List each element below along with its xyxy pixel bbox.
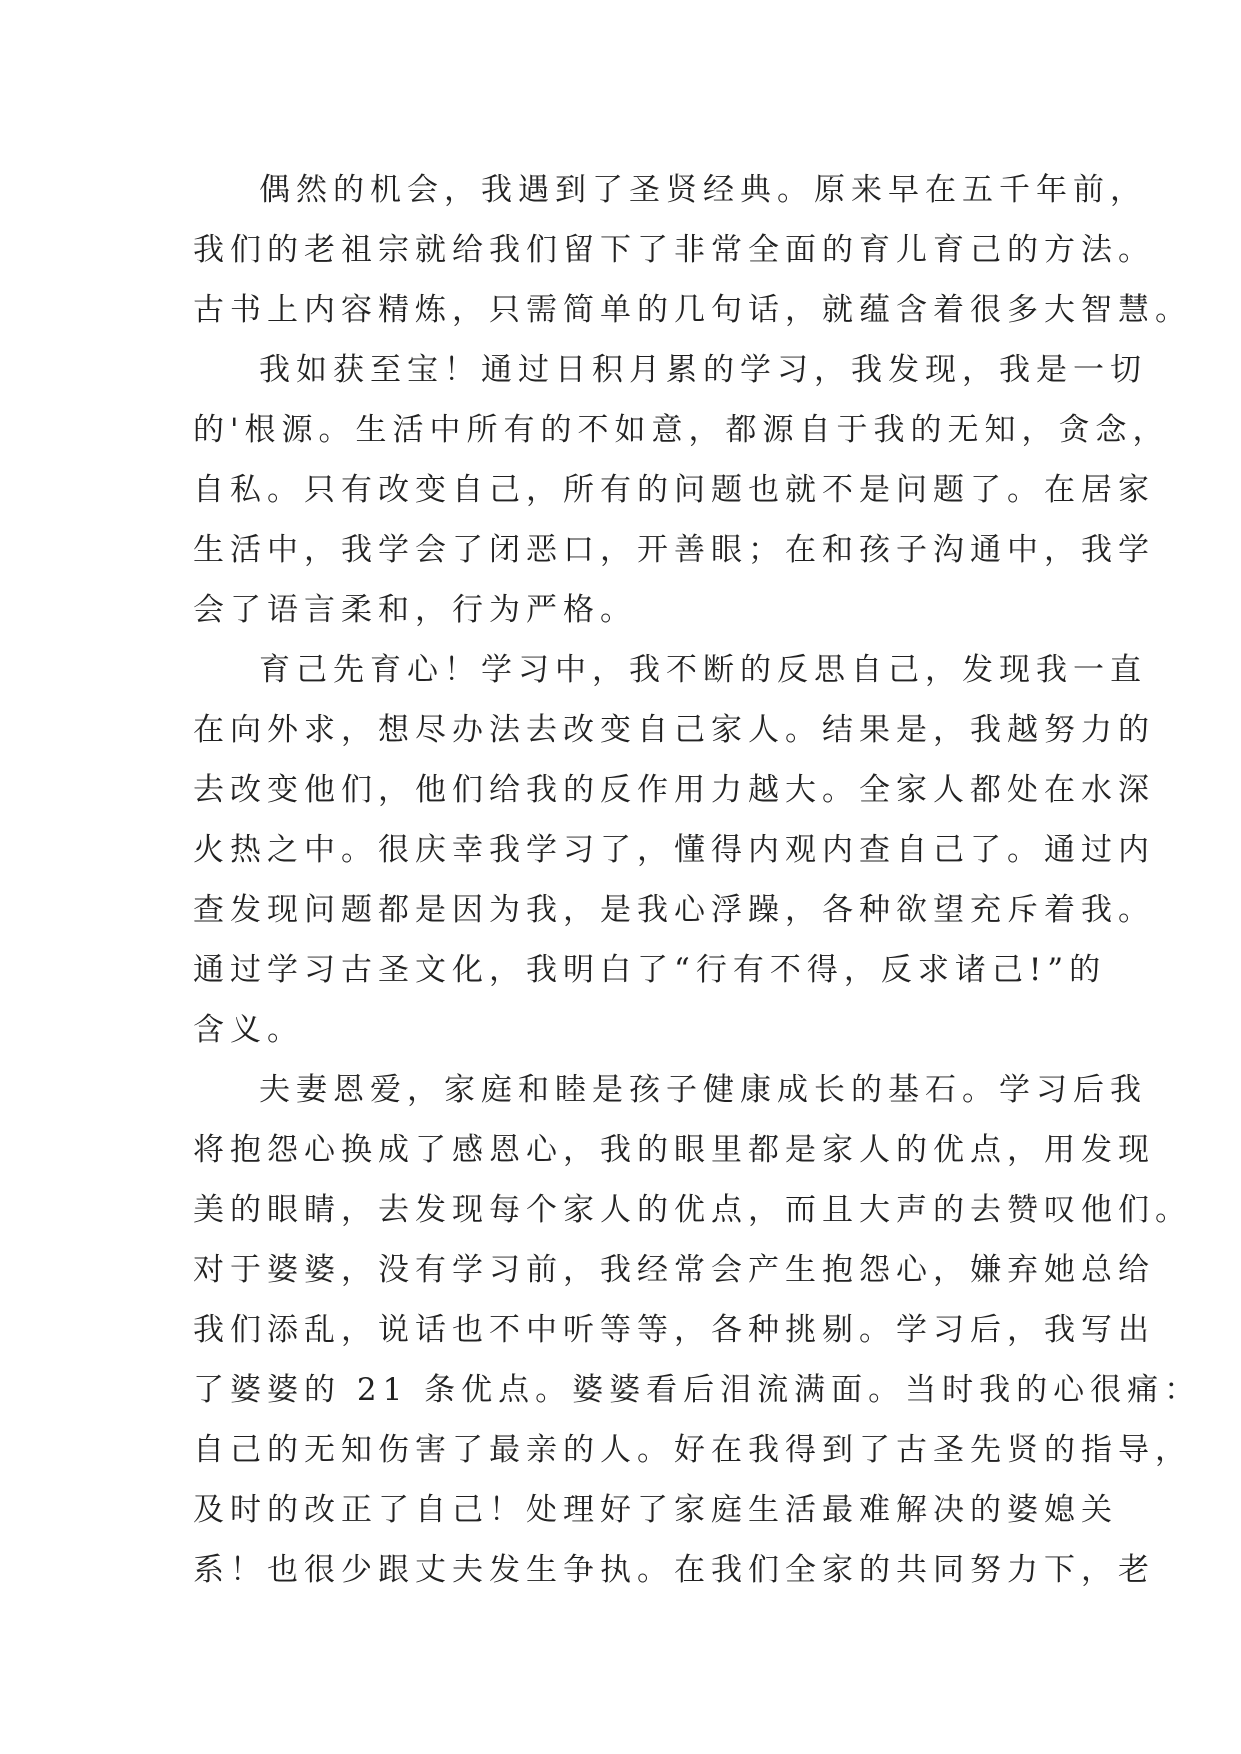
text-line: 查发现问题都是因为我，是我心浮躁，各种欲望充斥着我。 [193, 892, 1155, 928]
text-line: 自己的无知伤害了最亲的人。好在我得到了古圣先贤的指导， [193, 1432, 1192, 1468]
text-line: 夫妻恩爱，家庭和睦是孩子健康成长的基石。学习后我 [259, 1072, 1147, 1108]
text-line: 对于婆婆，没有学习前，我经常会产生抱怨心，嫌弃她总给 [193, 1252, 1155, 1288]
document-body [193, 160, 1202, 1600]
text-line: 我如获至宝！通过日积月累的学习，我发现，我是一切 [259, 352, 1147, 388]
text-line: 系！也很少跟丈夫发生争执。在我们全家的共同努力下，老 [193, 1552, 1155, 1588]
text-line: 偶然的机会，我遇到了圣贤经典。原来早在五千年前， [259, 172, 1147, 208]
text-line: 会了语言柔和，行为严格。 [193, 592, 637, 628]
text-line: 火热之中。很庆幸我学习了，懂得内观内查自己了。通过内 [193, 832, 1155, 868]
text-line: 及时的改正了自己！处理好了家庭生活最难解决的婆媳关 [193, 1492, 1118, 1528]
text-line: 含义。 [193, 1012, 304, 1048]
text-line: 了婆婆的 21 条优点。婆婆看后泪流满面。当时我的心很痛： [193, 1372, 1202, 1408]
text-line: 育己先育心！学习中，我不断的反思自己，发现我一直 [259, 652, 1147, 688]
text-line: 自私。只有改变自己，所有的问题也就不是问题了。在居家 [193, 472, 1155, 508]
text-line: 生活中，我学会了闭恶口，开善眼；在和孩子沟通中，我学 [193, 532, 1155, 568]
text-line: 我们的老祖宗就给我们留下了非常全面的育儿育己的方法。 [193, 232, 1155, 268]
text-line: 的'根源。生活中所有的不如意，都源自于我的无知，贪念， [193, 412, 1170, 448]
text-line: 古书上内容精炼，只需简单的几句话，就蕴含着很多大智慧。 [193, 292, 1192, 328]
text-line: 美的眼睛，去发现每个家人的优点，而且大声的去赞叹他们。 [193, 1192, 1192, 1228]
text-line: 我们添乱，说话也不中听等等，各种挑剔。学习后，我写出 [193, 1312, 1155, 1348]
text-line: 去改变他们，他们给我的反作用力越大。全家人都处在水深 [193, 772, 1155, 808]
text-line: 在向外求，想尽办法去改变自己家人。结果是，我越努力的 [193, 712, 1155, 748]
text-line: 通过学习古圣文化，我明白了“行有不得，反求诸己!”的 [193, 952, 1107, 988]
text-line: 将抱怨心换成了感恩心，我的眼里都是家人的优点，用发现 [193, 1132, 1155, 1168]
